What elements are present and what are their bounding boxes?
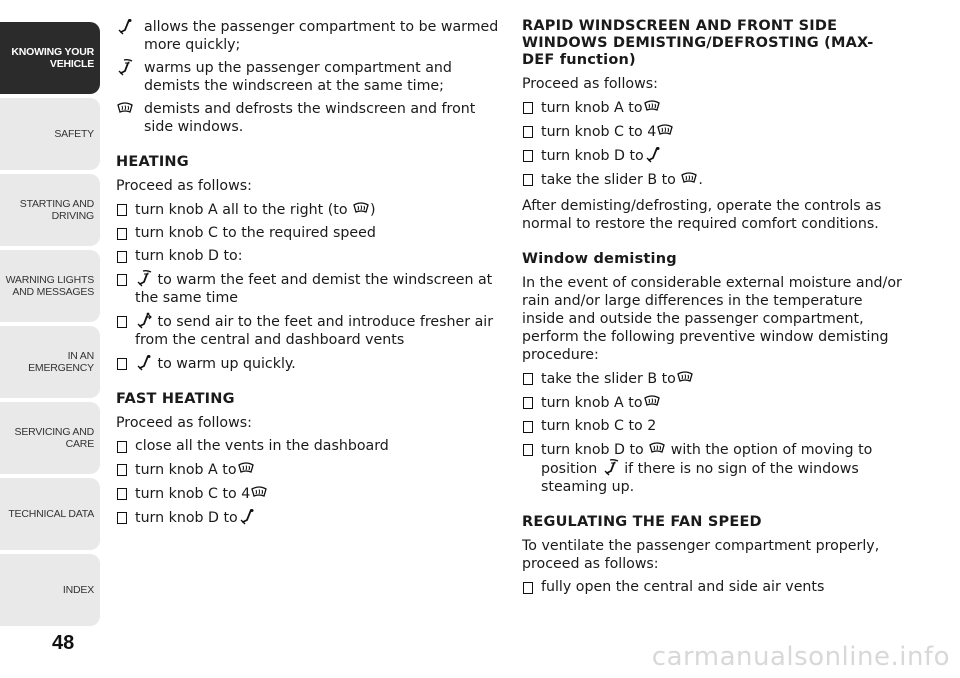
checkbox-bullet-icon: [117, 358, 127, 370]
list-item: turn knob D to: [522, 146, 902, 165]
window-demisting-para: In the event of considerable external moisture and/or rain and/or large differences in the temperature inside and outside the passenger compartment, perform the following preventive window demisting procedure:: [522, 275, 902, 363]
feet-airflow-icon: [116, 18, 134, 36]
tab-in-an-emergency[interactable]: IN AN EMERGENCY: [0, 326, 100, 398]
list-item: to warm up quickly.: [116, 354, 501, 373]
checkbox-bullet-icon: [523, 582, 533, 594]
feet-vents-airflow-icon: [135, 312, 153, 330]
feet-windscreen-airflow-icon: [116, 59, 134, 77]
fast-heating-intro: Proceed as follows:: [116, 415, 252, 431]
checkbox-bullet-icon: [523, 373, 533, 385]
checkbox-bullet-icon: [117, 274, 127, 286]
heading-window-demisting: Window demisting: [522, 251, 677, 267]
windscreen-defrost-icon: [237, 460, 255, 478]
list-item: take the slider B to .: [522, 170, 902, 189]
windscreen-defrost-icon: [676, 369, 694, 387]
list-item: turn knob C to 4: [116, 484, 501, 503]
tab-index[interactable]: INDEX: [0, 554, 100, 626]
feet-airflow-icon: [238, 508, 256, 526]
list-item: take the slider B to: [522, 369, 902, 388]
windscreen-defrost-icon: [643, 393, 661, 411]
checkbox-bullet-icon: [117, 488, 127, 500]
windscreen-defrost-icon: [116, 100, 134, 118]
list-item: fully open the central and side air vents: [522, 578, 902, 596]
checkbox-bullet-icon: [117, 316, 127, 328]
intro-row-feet: allows the passenger compartment to be warmed more quickly;: [116, 18, 501, 54]
checkbox-bullet-icon: [117, 204, 127, 216]
list-item: to warm the feet and demist the windscreen at the same time: [116, 270, 501, 307]
right-column: [522, 18, 902, 601]
list-item: turn knob A to: [522, 98, 902, 117]
checkbox-bullet-icon: [523, 150, 533, 162]
fan-speed-para: To ventilate the passenger compartment properly, proceed as follows:: [522, 538, 880, 572]
checkbox-bullet-icon: [117, 512, 127, 524]
feet-airflow-icon: [135, 354, 153, 372]
list-item: turn knob D to with the option of moving to position if there is no sign of the windows steaming up.: [522, 440, 902, 496]
list-item: to send air to the feet and introduce fresher air from the central and dashboard vents: [116, 312, 501, 349]
watermark: carmanualsonline.info: [651, 642, 950, 672]
windscreen-defrost-icon: [352, 200, 370, 218]
feet-windscreen-airflow-icon: [602, 459, 620, 477]
list-item: turn knob D to: [116, 508, 501, 527]
list-item: close all the vents in the dashboard: [116, 437, 501, 455]
list-item: turn knob D to:: [116, 247, 501, 265]
tab-safety[interactable]: SAFETY: [0, 98, 100, 170]
windscreen-defrost-icon: [656, 122, 674, 140]
windscreen-defrost-icon: [680, 170, 698, 188]
heading-heating: HEATING: [116, 154, 189, 170]
checkbox-bullet-icon: [523, 102, 533, 114]
windscreen-defrost-icon: [250, 484, 268, 502]
checkbox-bullet-icon: [523, 126, 533, 138]
checkbox-bullet-icon: [523, 421, 533, 433]
tab-warning-lights[interactable]: WARNING LIGHTS AND MESSAGES: [0, 250, 100, 322]
windscreen-defrost-icon: [643, 98, 661, 116]
maxdef-intro: Proceed as follows:: [522, 76, 658, 92]
checkbox-bullet-icon: [117, 251, 127, 263]
tab-knowing-your-vehicle[interactable]: KNOWING YOUR VEHICLE: [0, 22, 100, 94]
feet-windscreen-airflow-icon: [135, 270, 153, 288]
checkbox-bullet-icon: [117, 228, 127, 240]
heading-fan-speed: REGULATING THE FAN SPEED: [522, 514, 762, 530]
checkbox-bullet-icon: [117, 441, 127, 453]
tab-starting-and-driving[interactable]: STARTING AND DRIVING: [0, 174, 100, 246]
checkbox-bullet-icon: [523, 174, 533, 186]
heading-fast-heating: FAST HEATING: [116, 391, 235, 407]
left-column: [116, 18, 501, 532]
checkbox-bullet-icon: [523, 397, 533, 409]
list-item: turn knob C to the required speed: [116, 224, 501, 242]
list-item: turn knob A to: [116, 460, 501, 479]
feet-airflow-icon: [644, 146, 662, 164]
checkbox-bullet-icon: [523, 444, 533, 456]
list-item: turn knob C to 4: [522, 122, 902, 141]
checkbox-bullet-icon: [117, 464, 127, 476]
maxdef-after: After demisting/defrosting, operate the controls as normal to restore the required comfort conditions.: [522, 198, 882, 232]
list-item: turn knob C to 2: [522, 417, 902, 435]
windscreen-defrost-icon: [648, 440, 666, 458]
heading-max-def: RAPID WINDSCREEN AND FRONT SIDE WINDOWS DEMISTING/DEFROSTING (MAX-DEF function): [522, 18, 874, 68]
list-item: turn knob A to: [522, 393, 902, 412]
page-number: 48: [52, 632, 75, 654]
tab-servicing-and-care[interactable]: SERVICING AND CARE: [0, 402, 100, 474]
intro-row-defrost: demists and defrosts the windscreen and front side windows.: [116, 100, 501, 136]
list-item: turn knob A all to the right (to ): [116, 200, 501, 219]
tab-technical-data[interactable]: TECHNICAL DATA: [0, 478, 100, 550]
intro-row-feet-windscreen: warms up the passenger compartment and demists the windscreen at the same time;: [116, 59, 501, 95]
heating-intro: Proceed as follows:: [116, 178, 252, 194]
